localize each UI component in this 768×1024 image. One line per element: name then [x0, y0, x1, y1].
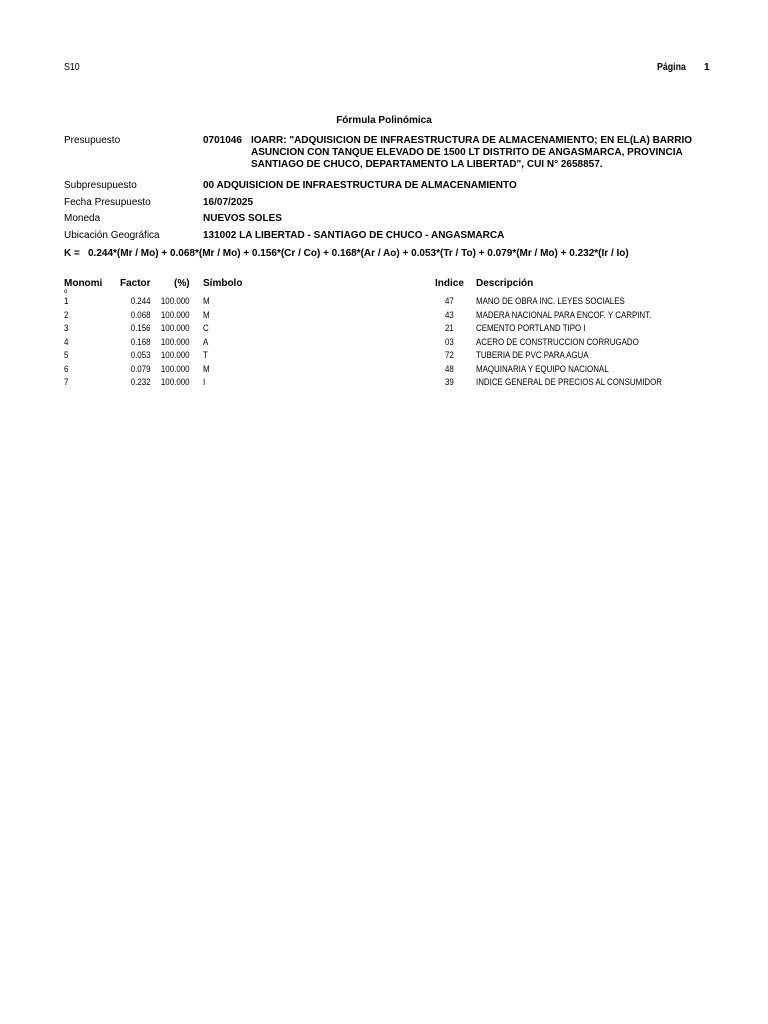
cell-monomio: 2 — [64, 309, 69, 320]
subpresupuesto-value: 00 ADQUISICION DE INFRAESTRUCTURA DE ALMACENAMIENTO — [203, 180, 517, 191]
cell-descripcion: CEMENTO PORTLAND TIPO I — [476, 323, 586, 333]
table-row — [0, 323, 768, 336]
cell-factor: 0.068 — [131, 309, 151, 320]
cell-descripcion: TUBERIA DE PVC PARA AGUA — [476, 350, 589, 360]
cell-pct: 100.000 — [161, 377, 190, 387]
presupuesto-line-1: IOARR: "ADQUISICION DE INFRAESTRUCTURA DE ALMACENAMIENTO; EN EL(LA) BARRIO — [251, 135, 693, 146]
cell-simbolo: T — [203, 350, 208, 360]
cell-descripcion: MANO DE OBRA INC. LEYES SOCIALES — [476, 296, 625, 306]
cell-indice: 39 — [445, 377, 454, 387]
cell-simbolo: M — [203, 309, 210, 320]
cell-pct: 100.000 — [161, 323, 190, 333]
presupuesto-label: Presupuesto — [64, 135, 121, 146]
cell-descripcion: INDICE GENERAL DE PRECIOS AL CONSUMIDOR — [476, 377, 663, 387]
cell-indice: 43 — [445, 309, 454, 320]
col-pct-header: (%) — [174, 278, 190, 289]
cell-pct: 100.000 — [161, 336, 190, 347]
cell-monomio: 6 — [64, 363, 69, 374]
system-label: S10 — [64, 62, 80, 73]
col-monomio-header: Monomi — [64, 278, 103, 289]
cell-indice: 21 — [445, 323, 454, 333]
cell-indice: 72 — [445, 350, 454, 360]
formula-prefix: K = — [64, 248, 80, 259]
cell-pct: 100.000 — [161, 350, 190, 360]
cell-factor: 0.168 — [131, 336, 151, 347]
cell-monomio: 4 — [64, 336, 69, 347]
cell-monomio: 5 — [64, 350, 69, 360]
cell-indice: 48 — [445, 363, 454, 374]
cell-simbolo: A — [203, 336, 209, 347]
cell-pct: 100.000 — [161, 363, 190, 374]
cell-factor: 0.244 — [131, 296, 151, 306]
fecha-value: 16/07/2025 — [203, 197, 254, 208]
presupuesto-code: 0701046 — [203, 135, 242, 146]
ubicacion-value: 131002 LA LIBERTAD - SANTIAGO DE CHUCO - ANGASMARCA — [203, 230, 505, 241]
cell-factor: 0.156 — [131, 323, 151, 333]
moneda-value: NUEVOS SOLES — [203, 213, 282, 224]
page-label: Página — [657, 62, 686, 73]
cell-factor: 0.232 — [131, 377, 151, 387]
cell-pct: 100.000 — [161, 296, 190, 306]
cell-descripcion: MADERA NACIONAL PARA ENCOF. Y CARPINT. — [476, 309, 652, 320]
table-row — [0, 377, 768, 390]
page-title: Fórmula Polinómica — [336, 115, 432, 126]
cell-simbolo: M — [203, 296, 210, 306]
moneda-label: Moneda — [64, 213, 101, 224]
ubicacion-label: Ubicación Geográfica — [64, 230, 160, 241]
cell-descripcion: ACERO DE CONSTRUCCION CORRUGADO — [476, 336, 639, 347]
fecha-label: Fecha Presupuesto — [64, 197, 151, 208]
subpresupuesto-label: Subpresupuesto — [64, 180, 137, 191]
cell-simbolo: I — [203, 377, 206, 387]
table-row — [0, 350, 768, 363]
col-factor-header: Factor — [120, 278, 151, 289]
table-row — [0, 310, 768, 323]
col-indice-header: Indice — [435, 278, 464, 289]
col-descripcion-header: Descripción — [476, 278, 534, 289]
col-simbolo-header: Símbolo — [203, 278, 243, 289]
cell-monomio: 7 — [64, 377, 69, 387]
cell-monomio: 3 — [64, 323, 69, 333]
cell-simbolo: C — [203, 323, 209, 333]
table-row — [0, 337, 768, 350]
table-row — [0, 364, 768, 377]
presupuesto-line-3: SANTIAGO DE CHUCO, DEPARTAMENTO LA LIBERTAD", CUI N° 2658857. — [251, 159, 603, 170]
page-number: 1 — [704, 62, 710, 73]
cell-simbolo: M — [203, 363, 210, 374]
cell-indice: 47 — [445, 296, 454, 306]
cell-indice: 03 — [445, 336, 454, 347]
cell-factor: 0.053 — [131, 350, 151, 360]
presupuesto-line-2: ASUNCION CON TANQUE ELEVADO DE 1500 LT DISTRITO DE ANGASMARCA, PROVINCIA — [251, 147, 683, 158]
cell-factor: 0.079 — [131, 363, 151, 374]
table-row — [0, 296, 768, 309]
cell-pct: 100.000 — [161, 309, 190, 320]
col-monomio-header-cut: o — [64, 289, 68, 295]
cell-descripcion: MAQUINARIA Y EQUIPO NACIONAL — [476, 363, 609, 374]
formula-expression: 0.244*(Mr / Mo) + 0.068*(Mr / Mo) + 0.156*(Cr / Co) + 0.168*(Ar / Ao) + 0.053*(Tr / To) + 0.079*(Mr / Mo) + 0.232*(Ir / Io) — [88, 248, 629, 259]
cell-monomio: 1 — [64, 296, 69, 306]
